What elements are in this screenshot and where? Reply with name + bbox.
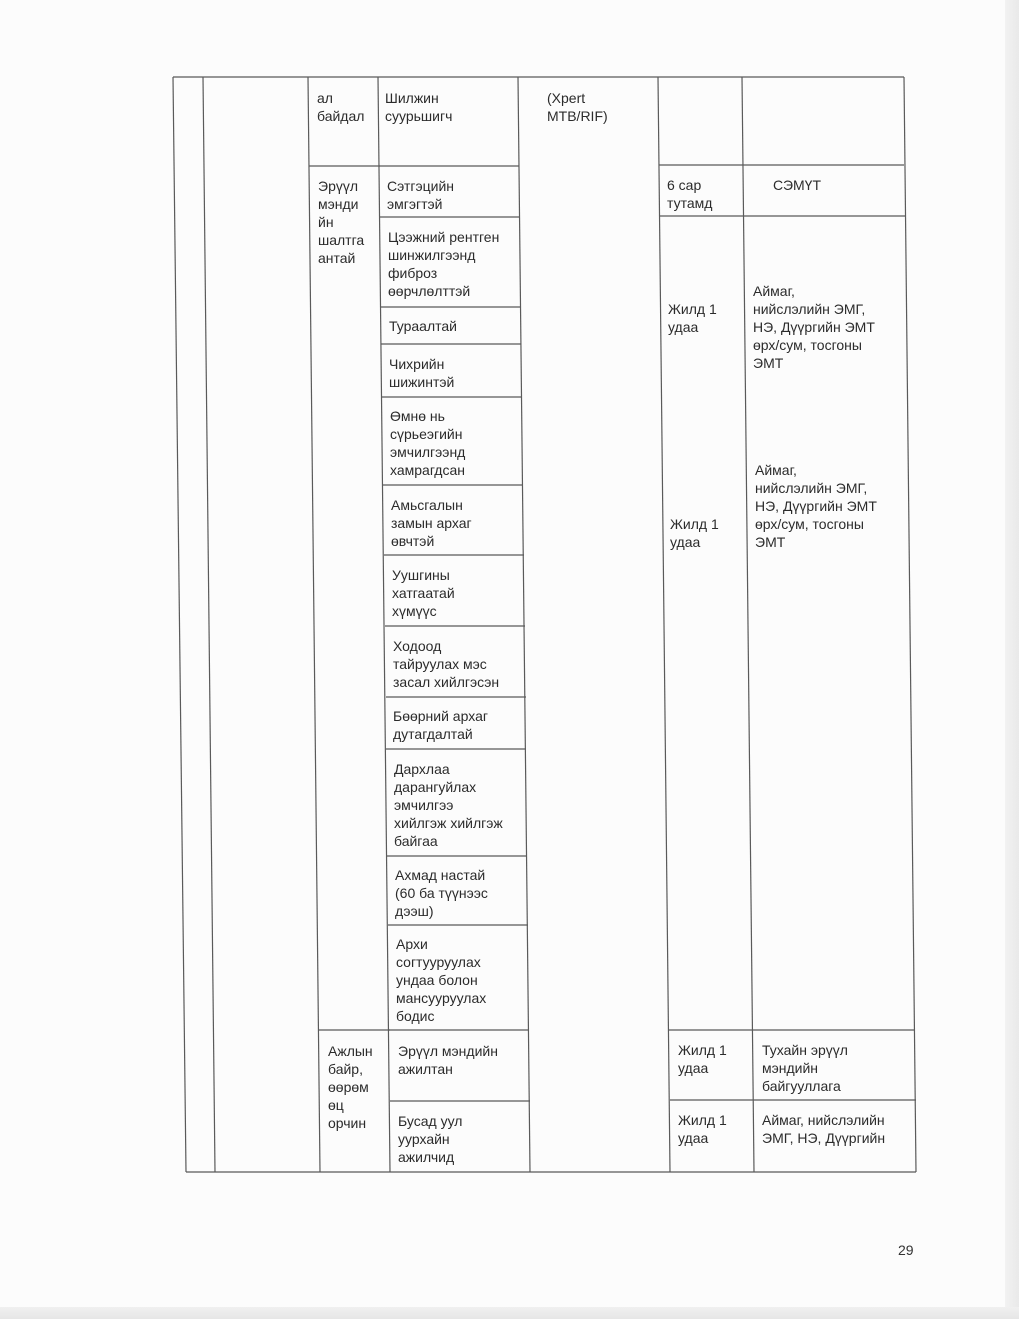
group-cell-gastrectomy: Ходоод тайруулах мэс засал хийлгэсэн xyxy=(393,638,500,690)
page-number: 29 xyxy=(898,1242,914,1258)
group-cell-mental: Сэтгэцийн эмгэгтэй xyxy=(387,178,454,212)
group-cell-mining-workers: Бусад уул уурхайн ажилчид xyxy=(398,1113,463,1165)
responsible-cell-yearly-a: Аймаг, нийслэлийн ЭМГ, НЭ, Дүүргийн ЭМТ өрх/сум, тосгоны ЭМТ xyxy=(753,283,875,371)
test-method-cell: (Xpert MTB/RIF) xyxy=(547,90,608,124)
responsible-cell-yearly-b: Аймаг, нийслэлийн ЭМГ, НЭ, Дүүргийн ЭМТ өрх/сум, тосгоны ЭМТ xyxy=(755,462,877,550)
frequency-cell-yearly-b: Жилд 1 удаа xyxy=(670,516,719,550)
group-cell-xray-fibrosis: Цээжний рентген шинжилгээнд фиброз өөрчлөлттэй xyxy=(388,229,500,299)
frequency-cell-6months: 6 сар тутамд xyxy=(667,177,713,211)
category-cell-health: Эрүүл мэнди йн шалтга антай xyxy=(318,178,365,266)
group-cell-migrant: Шилжин суурьшигч xyxy=(385,90,453,124)
group-cell-renal-failure: Бөөрний архаг дутагдалтай xyxy=(393,708,488,742)
responsible-cell-ncdc: СЭМҮТ xyxy=(773,177,822,193)
group-cell-diabetes: Чихрийн шижинтэй xyxy=(389,356,455,390)
category-cell-workplace: Ажлын байр, өөрөм өц орчин xyxy=(328,1043,373,1131)
frequency-cell-workplace-2: Жилд 1 удаа xyxy=(678,1112,727,1146)
frequency-cell-workplace-1: Жилд 1 удаа xyxy=(678,1042,727,1076)
group-cell-prior-tb-treatment: Өмнө нь сүрьеэгийн эмчилгээнд хамрагдсан xyxy=(390,408,466,478)
group-cell-immunosuppression: Дархлаа дарангуйлах эмчилгээ хийлгэж хийлгэж байгаа xyxy=(394,761,503,849)
category-cell-row1: ал байдал xyxy=(317,90,365,124)
responsible-cell-workplace-1: Тухайн эрүүл мэндийн байгууллага xyxy=(762,1042,848,1094)
group-cell-underweight: Тураалтай xyxy=(389,318,457,334)
group-cell-chronic-respiratory: Амьсгалын замын архаг өвчтэй xyxy=(391,497,472,549)
frequency-cell-yearly-a: Жилд 1 удаа xyxy=(668,301,717,335)
group-cell-elderly: Ахмад настай (60 ба түүнээс дээш) xyxy=(395,867,488,919)
group-cell-alcohol-drugs: Архи согтууруулах ундаа болон мансууруулах бодис xyxy=(396,936,487,1024)
group-cell-health-workers: Эрүүл мэндийн ажилтан xyxy=(398,1043,498,1077)
responsible-cell-workplace-2: Аймаг, нийслэлийн ЭМГ, НЭ, Дүүргийн xyxy=(762,1112,886,1146)
group-cell-pneumonia: Уушгины хатгаатай хүмүүс xyxy=(392,567,455,619)
